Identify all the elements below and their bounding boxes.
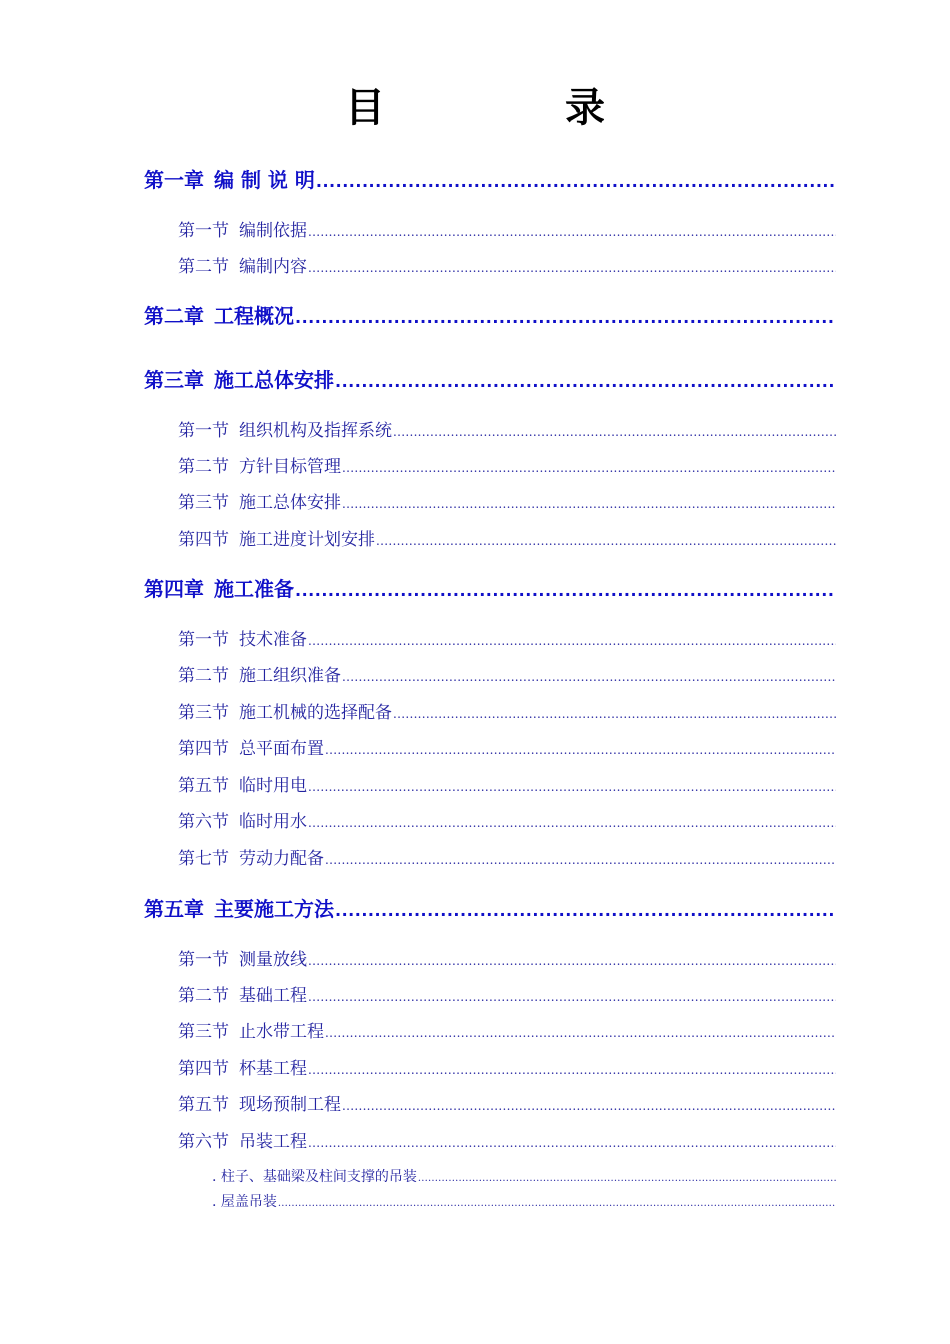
section-title: 编制内容	[239, 257, 307, 277]
dot-leader	[308, 991, 836, 1003]
section-number: 第三节	[178, 493, 229, 513]
chapter-number: 第一章	[144, 168, 204, 192]
section-label	[178, 945, 307, 970]
chapter-number: 第二章	[144, 304, 204, 328]
dot-leader	[335, 374, 836, 390]
toc-section-4-4[interactable]	[178, 734, 836, 759]
dot-leader	[308, 955, 836, 967]
toc-section-4-2[interactable]	[178, 661, 836, 686]
dot-leader	[295, 310, 836, 326]
dot-leader	[342, 1100, 836, 1112]
section-title: 杯基工程	[239, 1059, 307, 1079]
section-number: 第四节	[178, 1059, 229, 1079]
dot-leader	[278, 1199, 836, 1209]
dot-leader	[376, 535, 836, 547]
chapter-title: 工程概况	[214, 304, 294, 328]
chapter-label	[144, 300, 294, 329]
section-label	[178, 525, 375, 550]
section-number: 第七节	[178, 849, 229, 869]
toc-section-3-1[interactable]	[178, 416, 836, 441]
section-label	[178, 488, 341, 513]
section-number: 第一节	[178, 630, 229, 650]
section-title: 施工机械的选择配备	[239, 703, 392, 723]
dot-leader	[308, 817, 836, 829]
toc-section-3-4[interactable]	[178, 525, 836, 550]
toc-chapter-3[interactable]	[144, 364, 836, 393]
section-number: 第五节	[178, 1095, 229, 1115]
section-title: 组织机构及指挥系统	[239, 421, 392, 441]
section-label	[178, 698, 392, 723]
dot-leader	[316, 174, 836, 190]
section-label	[178, 771, 307, 796]
dot-leader	[295, 583, 836, 599]
section-label	[178, 1090, 341, 1115]
section-number: 第六节	[178, 1132, 229, 1152]
subsection-title: . 屋盖吊装	[212, 1194, 277, 1210]
section-title: 施工组织准备	[239, 666, 341, 686]
chapter-number: 第三章	[144, 368, 204, 392]
section-label	[178, 844, 324, 869]
section-label	[178, 734, 324, 759]
toc-chapter-4[interactable]	[144, 573, 836, 602]
dot-leader	[342, 671, 836, 683]
toc-section-5-2[interactable]	[178, 981, 836, 1006]
section-title: 总平面布置	[239, 739, 324, 759]
toc-section-3-3[interactable]	[178, 488, 836, 513]
dot-leader	[308, 262, 836, 274]
section-title: 临时用电	[239, 776, 307, 796]
dot-leader	[418, 1174, 836, 1184]
section-label	[178, 1127, 307, 1152]
chapter-label	[144, 573, 294, 602]
section-label	[178, 416, 392, 441]
toc-section-5-3[interactable]	[178, 1017, 836, 1042]
toc-section-4-6[interactable]	[178, 807, 836, 832]
toc-section-4-7[interactable]	[178, 844, 836, 869]
toc-subsection-1[interactable]	[212, 1166, 836, 1186]
chapter-label	[144, 364, 334, 393]
section-number: 第二节	[178, 986, 229, 1006]
dot-leader	[308, 226, 836, 238]
toc-section-1-2[interactable]	[178, 252, 836, 277]
dot-leader	[325, 744, 836, 756]
section-label	[178, 252, 307, 277]
section-title: 测量放线	[239, 950, 307, 970]
section-title: 劳动力配备	[239, 849, 324, 869]
subsection-title: . 柱子、基础梁及柱间支撑的吊装	[212, 1169, 417, 1185]
section-number: 第二节	[178, 666, 229, 686]
chapter-number: 第五章	[144, 897, 204, 921]
toc-section-4-5[interactable]	[178, 771, 836, 796]
section-number: 第二节	[178, 457, 229, 477]
section-title: 施工进度计划安排	[239, 530, 375, 550]
chapter-title: 主要施工方法	[214, 897, 334, 921]
toc-section-4-3[interactable]	[178, 698, 836, 723]
dot-leader	[308, 1064, 836, 1076]
toc-section-5-4[interactable]	[178, 1054, 836, 1079]
section-number: 第六节	[178, 812, 229, 832]
dot-leader	[325, 1027, 836, 1039]
chapter-title: 编 制 说 明	[214, 168, 315, 192]
section-number: 第三节	[178, 703, 229, 723]
toc-section-3-2[interactable]	[178, 452, 836, 477]
section-number: 第五节	[178, 776, 229, 796]
section-title: 基础工程	[239, 986, 307, 1006]
section-label	[178, 1054, 307, 1079]
section-title: 止水带工程	[239, 1022, 324, 1042]
section-label	[178, 625, 307, 650]
dot-leader	[325, 854, 836, 866]
chapter-title: 施工总体安排	[214, 368, 334, 392]
section-title: 技术准备	[239, 630, 307, 650]
section-number: 第一节	[178, 421, 229, 441]
dot-leader	[308, 781, 836, 793]
toc-chapter-5[interactable]	[144, 893, 836, 922]
toc-title: 目 录	[345, 85, 675, 131]
toc-section-4-1[interactable]	[178, 625, 836, 650]
section-title: 编制依据	[239, 221, 307, 241]
section-number: 第二节	[178, 257, 229, 277]
toc-subsection-2[interactable]	[212, 1191, 836, 1211]
dot-leader	[342, 498, 836, 510]
section-label	[178, 1017, 324, 1042]
dot-leader	[342, 462, 836, 474]
section-title: 方针目标管理	[239, 457, 341, 477]
dot-leader	[308, 635, 836, 647]
section-title: 临时用水	[239, 812, 307, 832]
dot-leader	[335, 903, 836, 919]
section-label	[178, 216, 307, 241]
section-number: 第三节	[178, 1022, 229, 1042]
dot-leader	[393, 426, 836, 438]
toc-section-5-5[interactable]	[178, 1090, 836, 1115]
dot-leader	[393, 708, 836, 720]
section-number: 第四节	[178, 739, 229, 759]
section-number: 第一节	[178, 221, 229, 241]
toc-section-5-1[interactable]	[178, 945, 836, 970]
section-label	[178, 661, 341, 686]
section-label	[178, 981, 307, 1006]
chapter-title: 施工准备	[214, 577, 294, 601]
section-title: 施工总体安排	[239, 493, 341, 513]
toc-chapter-1[interactable]	[144, 164, 836, 193]
section-title: 吊装工程	[239, 1132, 307, 1152]
toc-chapter-2[interactable]	[144, 300, 836, 329]
section-label	[178, 807, 307, 832]
toc-section-1-1[interactable]	[178, 216, 836, 241]
section-number: 第一节	[178, 950, 229, 970]
chapter-label	[144, 893, 334, 922]
toc-section-5-6[interactable]	[178, 1127, 836, 1152]
section-number: 第四节	[178, 530, 229, 550]
chapter-label	[144, 164, 315, 193]
section-title: 现场预制工程	[239, 1095, 341, 1115]
chapter-number: 第四章	[144, 577, 204, 601]
section-label	[178, 452, 341, 477]
dot-leader	[308, 1137, 836, 1149]
